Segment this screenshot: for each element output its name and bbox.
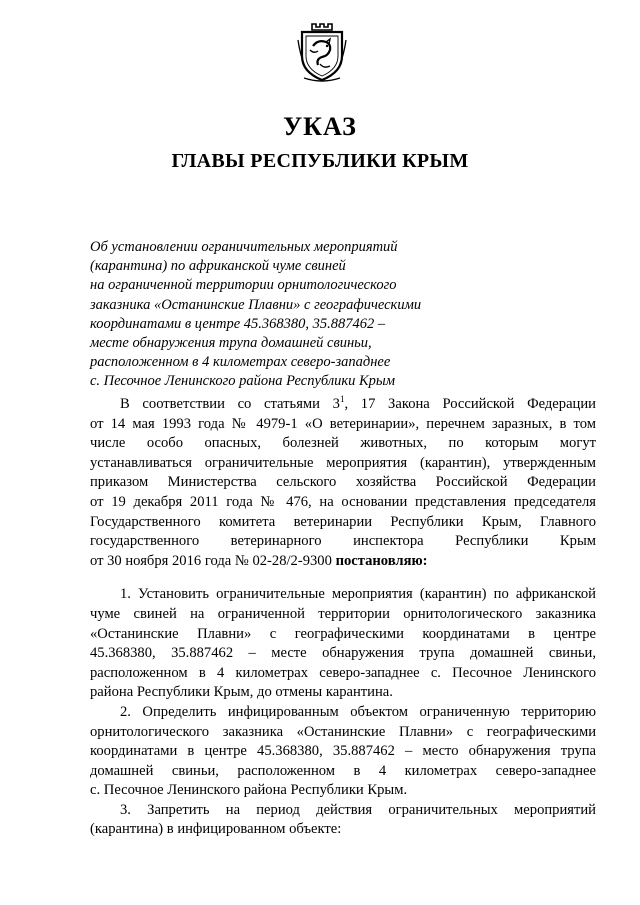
preamble-paragraph	[90, 395, 596, 571]
heading-line: заказника «Останинские Плавни» с географическими	[90, 296, 422, 313]
heading-line: расположенном в 4 километрах северо-западнее	[90, 354, 391, 371]
heading-line: координатами в центре 45.368380, 35.887462 –	[90, 315, 386, 332]
text-line: от 30 ноября 2016 года № 02-28/2-9300 постановляю:	[90, 552, 428, 569]
text-line: 3. Запретить на период действия ограничительных мероприятий	[120, 801, 596, 818]
text-line: 45.368380, 35.887462 – месте обнаружения трупа домашней свиньи,	[90, 645, 596, 662]
text-line: (карантина) в инфицированном объекте:	[90, 821, 342, 838]
heading-line: месте обнаружения трупа домашней свиньи,	[90, 335, 372, 352]
text-line: Государственного комитета ветеринарии Республики Крым, Главного	[90, 513, 596, 530]
item-1-paragraph	[90, 585, 596, 703]
text-line: от 14 мая 1993 года № 4979-1 «О ветеринарии», перечнем заразных, в том	[90, 415, 596, 432]
text-line: орнитологического заказника «Останинские Плавни» с географическими	[90, 723, 596, 740]
heading-line: Об установлении ограничительных мероприятий	[90, 239, 398, 255]
article-superscript: 1	[339, 394, 345, 404]
heading-line: на ограниченной территории орнитологического	[90, 277, 397, 294]
text-line: домашней свиньи, расположенном в 4 километрах северо-западнее	[90, 762, 596, 779]
heading-line: с. Песочное Ленинского района Республики Крым	[90, 373, 395, 390]
heading-line: (карантина) по африканской чуме свиней	[90, 258, 346, 275]
text-line: устанавливаться ограничительные мероприятия (карантин), утвержденным	[90, 454, 596, 471]
text-line: 1. Установить ограничительные мероприятия (карантин) по африканской	[120, 586, 596, 603]
item-2-paragraph	[90, 703, 596, 801]
text-line: В соответствии со статьями $3^1$, 17 Закона Российской Федерации	[120, 394, 596, 412]
text-line: 2. Определить инфицированным объектом ограниченную территорию	[120, 703, 596, 720]
decree-body	[90, 395, 596, 840]
text-line: чуме свиней на ограниченной территории орнитологического заказника	[90, 605, 596, 622]
decree-word: постановляю:	[335, 552, 428, 569]
text-line: от 19 декабря 2011 года № 476, на основании представления председателя	[90, 493, 596, 510]
decree-heading	[90, 238, 470, 392]
text-line: приказом Министерства сельского хозяйства Российской Федерации	[90, 474, 596, 491]
text-line: координатами в центре 45.368380, 35.887462 – место обнаружения трупа	[90, 743, 596, 760]
item-3-paragraph	[90, 801, 596, 840]
text-line: числе особо опасных, болезней животных, по которым могут	[90, 435, 596, 452]
document-title: УКАЗ	[283, 112, 357, 141]
text-line: района Республики Крым, до отмены карантина.	[90, 684, 393, 701]
text-line: с. Песочное Ленинского района Республики Крым.	[90, 782, 408, 799]
text-line: «Останинские Плавни» с географическими координатами в центре	[90, 625, 596, 642]
document-subtitle: ГЛАВЫ РЕСПУБЛИКИ КРЫМ	[171, 150, 469, 172]
text-line: государственного ветеринарного инспектора Республики Крым	[90, 533, 596, 550]
text-line: расположенном в 4 километрах северо-западнее с. Песочное Ленинского	[90, 664, 596, 681]
coat-of-arms-icon	[296, 20, 348, 82]
